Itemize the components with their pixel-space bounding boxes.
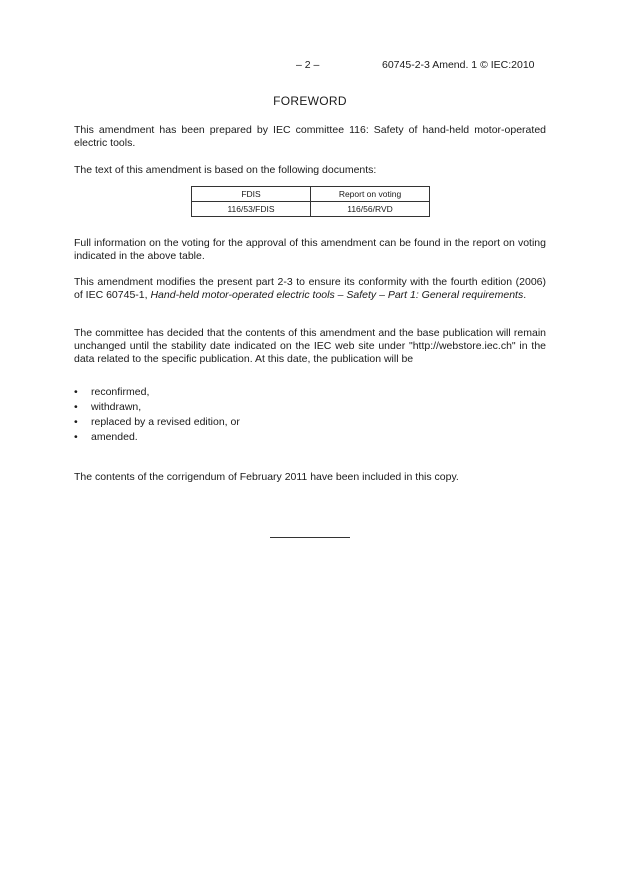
bullet: • [74, 386, 78, 398]
list-item [74, 416, 240, 431]
table-header-cell: Report on voting [311, 187, 430, 202]
list-item-text: replaced by a revised edition, or [91, 416, 240, 428]
list-item [74, 431, 240, 446]
document-reference: 60745-2-3 Amend. 1 © IEC:2010 [382, 59, 535, 71]
paragraph-conformity [74, 276, 546, 302]
bullet: • [74, 401, 78, 413]
list-item [74, 401, 240, 416]
paragraph-text: The contents of the corrigendum of February 2011 have been included in this copy. [74, 471, 459, 483]
paragraph-text-part: . [523, 289, 527, 301]
table-cell: 116/53/FDIS [192, 202, 311, 217]
publication-title: Hand-held motor-operated electric tools – Safety – Part 1: General requirements [150, 289, 524, 301]
paragraph-text: The text of this amendment is based on the following documents: [74, 164, 377, 176]
paragraph-text: The committee has decided that the contents of this amendment and the base publication will remain unchanged until the stability date indicated on the IEC web site under "http://webstore.iec.ch" in the data related to the specific publication. At this date, the publication will be [74, 327, 546, 365]
bullet: • [74, 416, 78, 428]
documents-table [191, 186, 430, 217]
paragraph-text: Full information on the voting for the approval of this amendment can be found in the report on voting indicated in the above table. [74, 237, 546, 262]
paragraph-voting-info [74, 237, 546, 263]
list-item-text: withdrawn, [91, 401, 142, 413]
bullet: • [74, 431, 78, 443]
paragraph-text [74, 276, 546, 302]
list-item [74, 386, 240, 401]
list-item-text: reconfirmed, [91, 386, 150, 398]
paragraph-committee [74, 124, 546, 150]
table-row [192, 202, 430, 217]
paragraph-based-on [74, 164, 546, 177]
table-header-row [192, 187, 430, 202]
paragraph-text-part: This amendment modifies the present part 2-3 to ensure its conformity with the fourth edition (2006) of IEC 60745-1, [74, 276, 546, 301]
page-title: FOREWORD [273, 94, 347, 108]
page-number: – 2 – [296, 59, 320, 71]
table-header-cell: FDIS [192, 187, 311, 202]
end-rule [270, 537, 350, 538]
paragraph-text: This amendment has been prepared by IEC committee 116: Safety of hand-held motor-operated electric tools. [74, 124, 546, 149]
paragraph-corrigendum [74, 471, 546, 484]
paragraph-stability [74, 327, 546, 366]
outcome-list [74, 386, 240, 446]
list-item-text: amended. [91, 431, 138, 443]
table-cell: 116/56/RVD [311, 202, 430, 217]
